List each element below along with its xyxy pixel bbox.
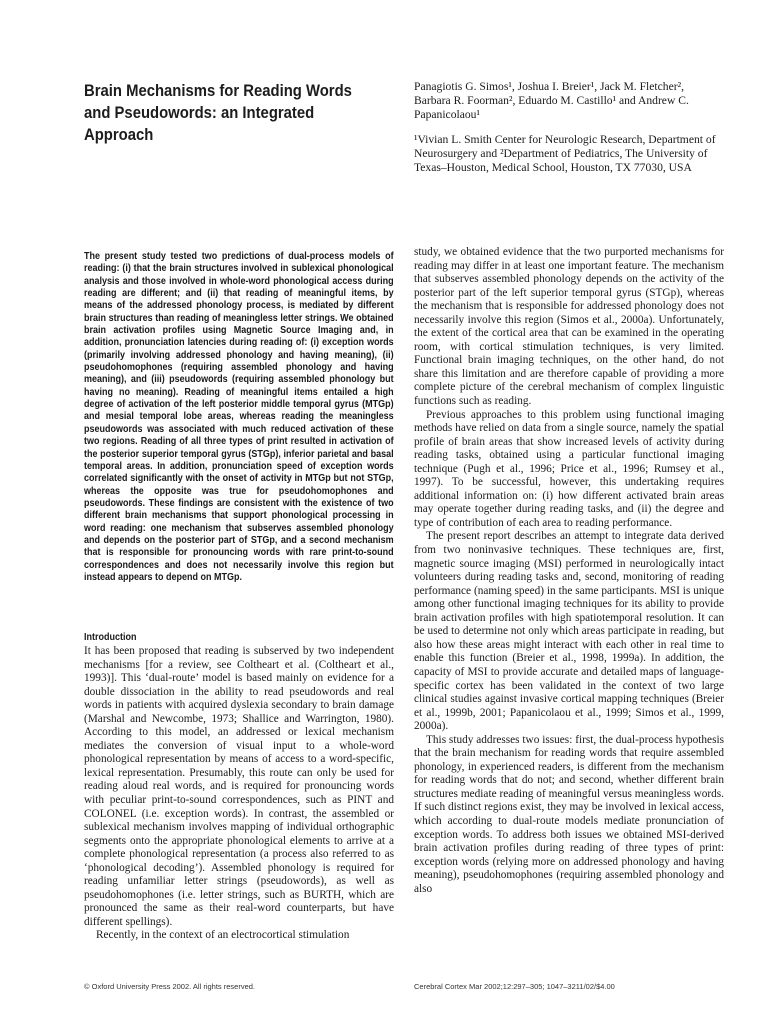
paragraph: study, we obtained evidence that the two purported mechanisms for reading may differ in at least one important feature. The mechanism that subserves assembled phonology depends on the activity of the posterior part of the left superior temporal gyrus (STGp), whereas the mechanism that is responsible for addressed phonology does not necessarily involve this region (Simos et al., 2000a). Unfortunately, the extent of the cortical area that can be examined in the operating room, with cortical stimulation techniques, is very limited. Functional brain imaging techniques, on the other hand, do not share this limitation and are therefore capable of providing a more complete picture of the cerebral mechanism of complex linguistic functions such as reading. (414, 246, 724, 408)
journal-citation-footer: Cerebral Cortex Mar 2002;12:297–305; 1047–3211/02/$4.00 (414, 982, 615, 991)
copyright-footer: © Oxford University Press 2002. All rights reserved. (84, 982, 256, 991)
abstract (84, 251, 394, 611)
section-heading-introduction: Introduction (84, 632, 137, 643)
left-column-body (84, 645, 394, 971)
abstract-text: The present study tested two predictions of dual-process models of reading: (i) that the brain structures involved in sublexical phonological analysis and those involved in whole-word phonological access during reading are different; and (ii) that reading of meaningful items, by means of the addressed phonology process, is mediated by different brain structures than reading of meaningless letter strings. We obtained brain activation profiles using Magnetic Source Imaging and, in addition, pronunciation latencies during reading of: (i) exception words (primarily involving addressed phonology and having meaning), (ii) pseudohomophones (requiring assembled phonology and having meaning), and (iii) pseudowords (requiring assembled phonology but having no meaning). Reading of meaningful items entailed a high degree of activation of the left posterior middle temporal gyrus (MTGp) and mesial temporal lobe areas, whereas reading the meaningless pseudowords was associated with much reduced activation of these two regions. Reading of all three types of print resulted in activation of the posterior superior temporal gyrus (STGp), inferior parietal and basal temporal areas. In addition, pronunciation speed of exception words correlated significantly with the onset of activity in MTGp but not STGp, whereas the opposite was true for pseudohomophones and pseudowords. These findings are consistent with the existence of two different brain mechanisms that support phonological processing in word reading: one mechanism that subserves assembled phonology and depends on the posterior part of STGp, and a second mechanism that is responsible for pronouncing words with rare print-to-sound correspondences and does not necessarily involve this region but instead appears to depend on MTGp. (84, 251, 394, 583)
right-column-body (414, 246, 724, 972)
paragraph: Previous approaches to this problem using functional imaging methods have relied on data from a single source, namely the spatial profile of brain areas that show increased levels of activity during reading tasks, obtained using a particular functional imaging technique (Pugh et al., 1996; Price et al., 1996; Rumsey et al., 1997). To be successful, however, this undertaking requires additional information on: (i) how different activated brain areas may operate together during reading tasks, and (ii) the degree and type of contribution of each area to reading performance. (414, 408, 724, 529)
paragraph: This study addresses two issues: first, the dual-process hypothesis that the brain mechanism for reading words that require assembled phonology, in experienced readers, is different from the mechanism for reading words that do not; and second, whether different brain structures mediate reading of meaningful versus meaningless words. If such distinct regions exist, they may be involved in lexical access, which according to dual-route models mediate pronunciation of exception words. To address both issues we obtained MSI-derived brain activation profiles during reading of three types of print: exception words (relying more on addressed phonology and having meaning), pseudohomophones (requiring assembled phonology and also (414, 733, 724, 895)
paragraph: Recently, in the context of an electrocortical stimulation (96, 929, 350, 942)
affiliation: ¹Vivian L. Smith Center for Neurologic Research, Department of Neurosurgery and ²Department of Pediatrics, The University of Texas–Houston, Medical School, Houston, TX 77030, USA (414, 133, 716, 175)
paragraph: The present report describes an attempt to integrate data derived from two noninvasive techniques. These techniques are, first, magnetic source imaging (MSI) performed in neurologically intact volunteers during reading tasks and, second, monitoring of reading performance (naming speed) in the same participants. MSI is unique among other functional imaging techniques for its ability to provide brain activation profiles with high spatiotemporal resolution. It can be used to determine not only which areas participate in reading, but also how these areas might interact with each other in real time to enable this function (Breier et al., 1998, 1999a). In addition, the capacity of MSI to provide accurate and detailed maps of language-specific cortex has been validated in the context of two large clinical studies against invasive cortical mapping techniques (Breier et al., 1999b, 2001; Papanicolaou et al., 1999; Simos et al., 1999, 2000a). (414, 530, 724, 733)
author-list: Panagiotis G. Simos¹, Joshua I. Breier¹, Jack M. Fletcher², Barbara R. Foorman², Eduardo M. Castillo¹ and Andrew C. Papanicolaou¹ (414, 80, 689, 122)
paper-title: Brain Mechanisms for Reading Words and Pseudowords: an Integrated Approach (84, 82, 352, 144)
paragraph: It has been proposed that reading is subserved by two independent mechanisms [for a review, see Coltheart et al. (Coltheart et al., 1993)]. This ‘dual-route’ model is based mainly on evidence for a double dissociation in the ability to read pseudowords and real words in patients with acquired dyslexia secondary to brain damage (Marshal and Newcombe, 1973; Shallice and Warrington, 1980). According to this model, an addressed or lexical mechanism mediates the conversion of visual input to a whole-word phonological representation by means of access to a word-specific, lexical representation. Presumably, this route can only be used for reading aloud real words, and is required for pronouncing words with peculiar print-to-sound correspondences, such as PINT and COLONEL (i.e. exception words). In contrast, the assembled or sublexical mechanism involves mapping of individual orthographic segments onto the appropriate phonological elements to arrive at a complete phonological representation (a process also referred to as ‘phonological decoding’). Assembled phonology is required for reading unfamiliar letter strings (pseudowords), as well as pseudohomophones (i.e. letter strings, such as BURTH, which are pronounced the same as their real-word counterparts, but have different spellings). (84, 645, 394, 928)
